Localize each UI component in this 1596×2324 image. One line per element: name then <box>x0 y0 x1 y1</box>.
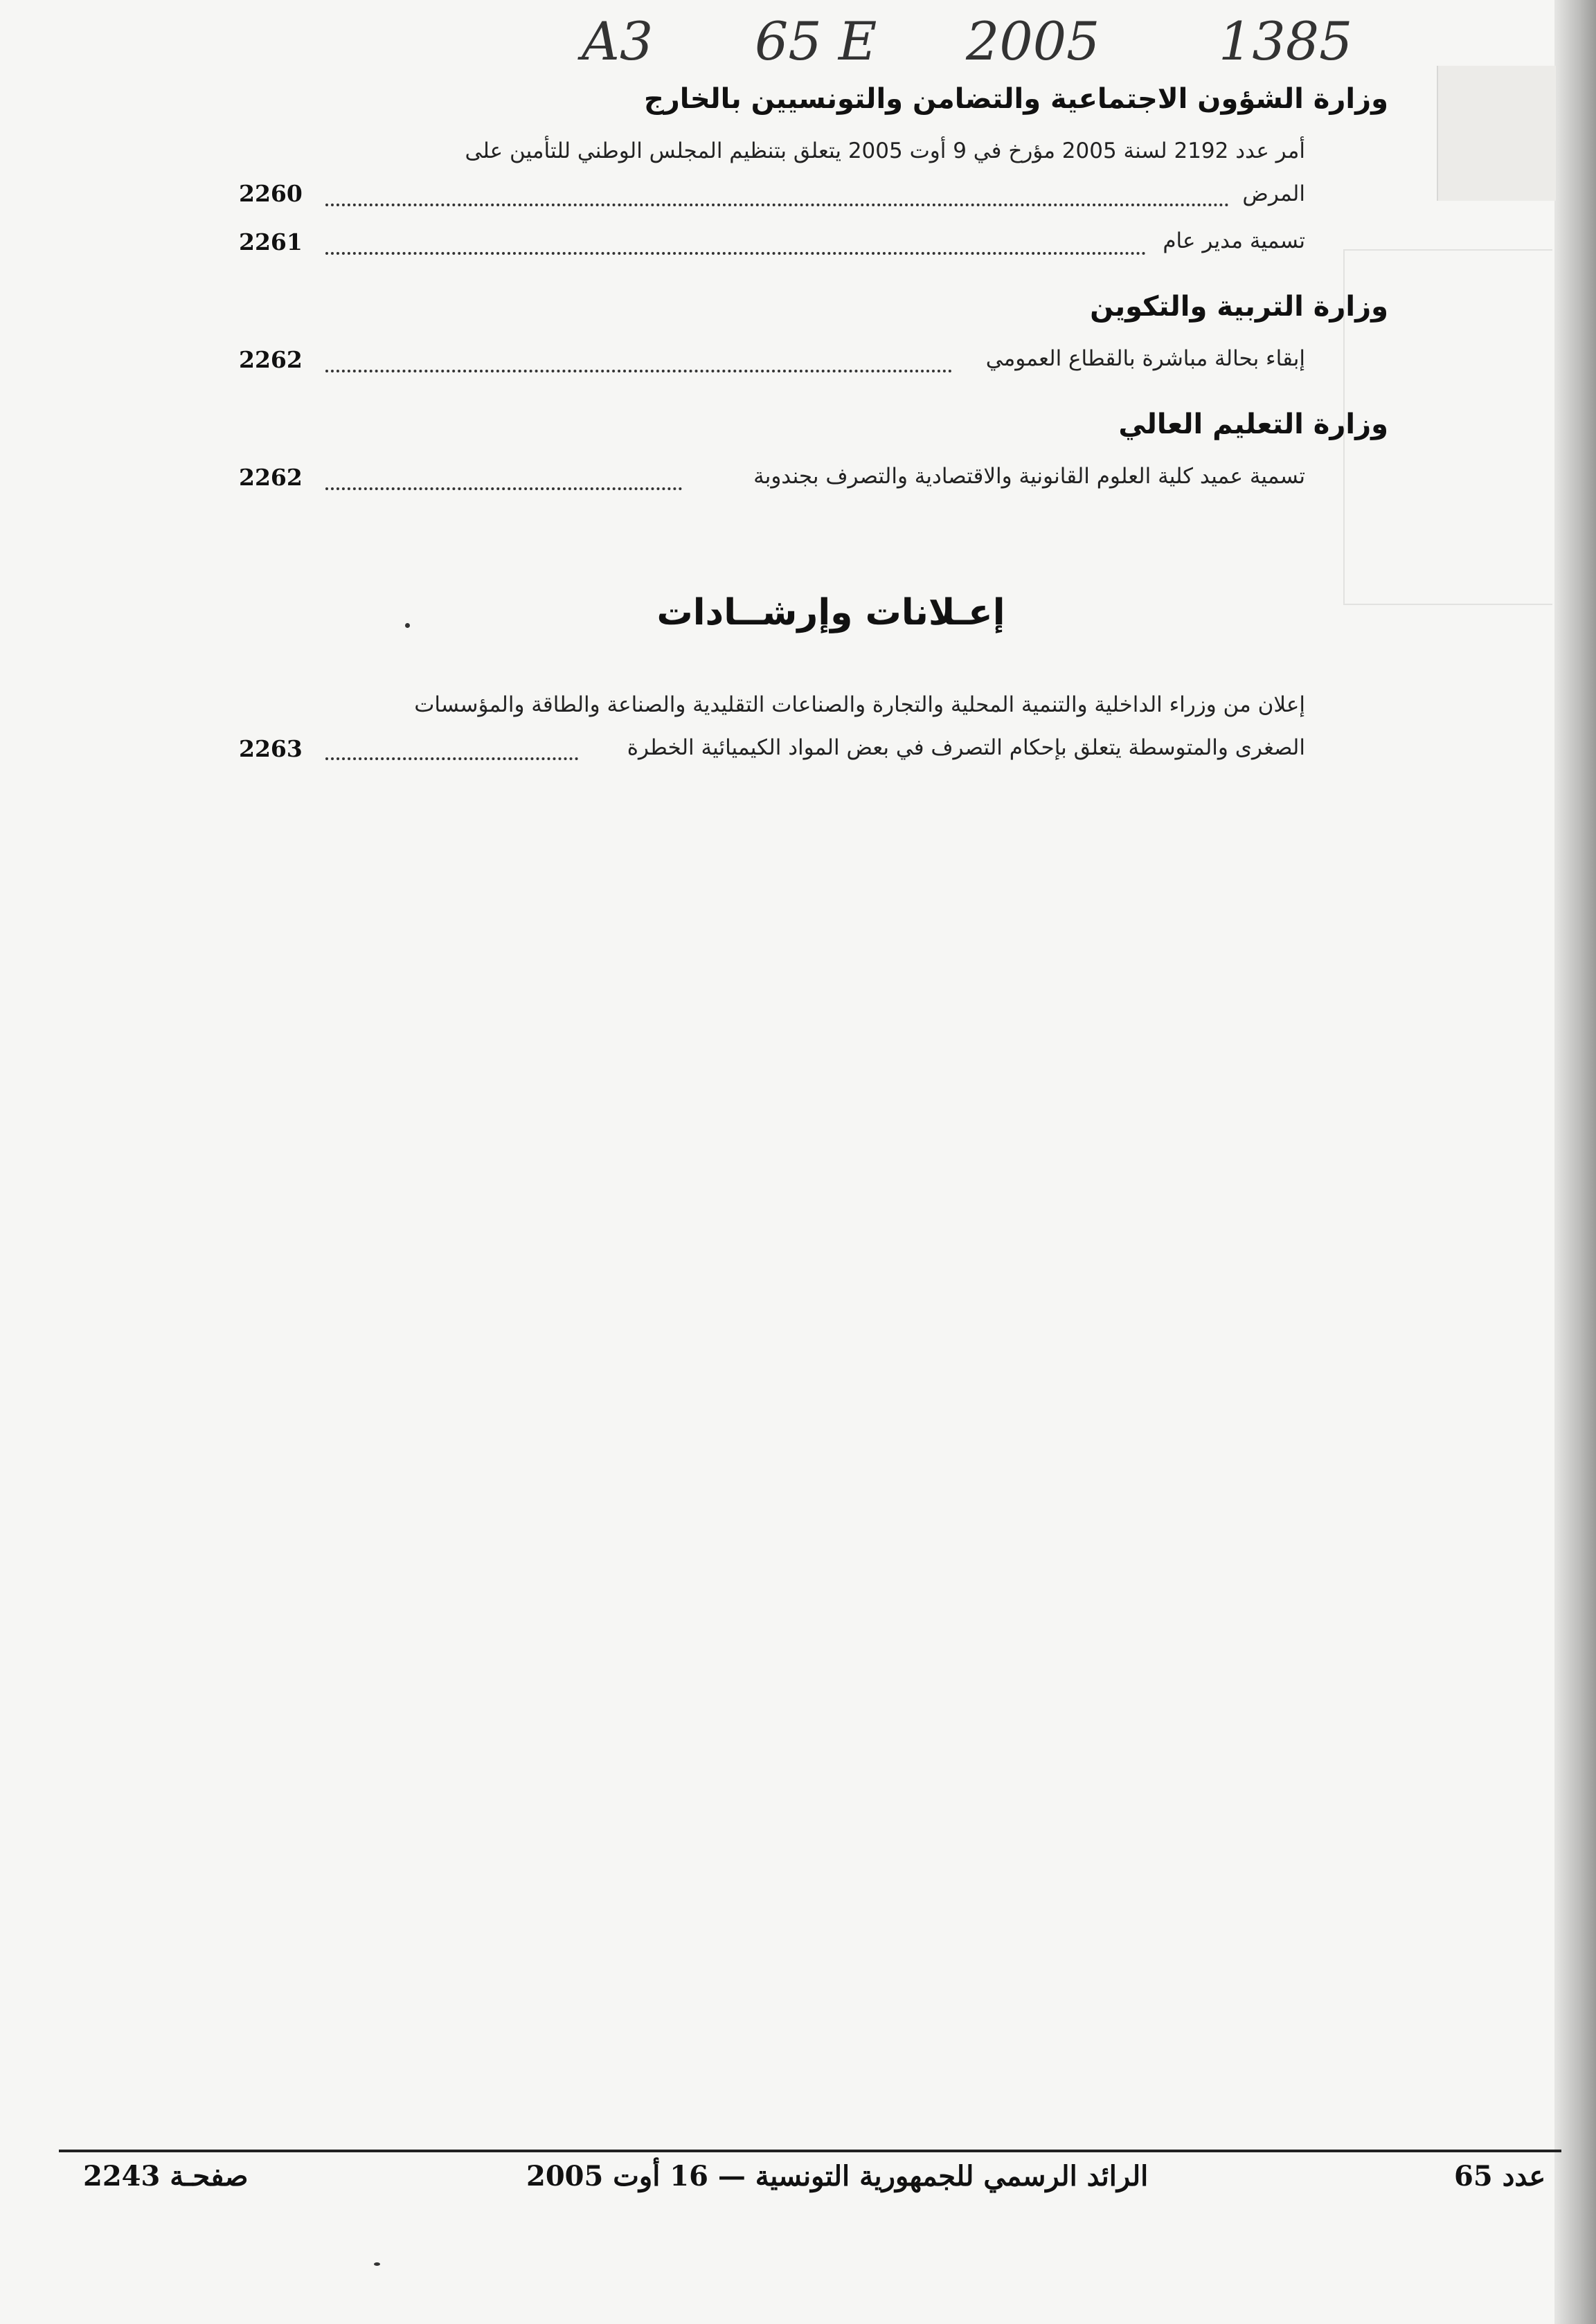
toc-entry-line: تسمية مدير عام <box>1163 228 1305 253</box>
toc-page-number: 2261 <box>239 228 303 255</box>
toc-entry-line: أمر عدد 2192 لسنة 2005 مؤرخ في 9 أوت 2005 يتعلق بتنظيم المجلس الوطني للتأمين على <box>465 138 1305 163</box>
toc-entry-line: إعلان من وزراء الداخلية والتنمية المحلية والتجارة والصناعات التقليدية والصناعة والطاقة والمؤسسات <box>414 692 1305 717</box>
footer-issue-number: عدد 65 <box>1454 2160 1546 2192</box>
ministry-education-heading: وزارة التربية والتكوين <box>1090 291 1388 323</box>
bleed-through-area <box>1437 66 1556 201</box>
footer-page-number: صفحـة 2243 <box>83 2160 249 2192</box>
handwritten-note-a: A3 <box>582 10 654 72</box>
ministry-social-affairs-heading: وزارة الشؤون الاجتماعية والتضامن والتونسيين بالخارج <box>643 83 1388 115</box>
ministry-higher-education-heading: وزارة التعليم العالي <box>1118 408 1388 440</box>
paper-speck <box>374 2262 380 2266</box>
toc-entry-line-continued: الصغرى والمتوسطة يتعلق بإحكام التصرف في بعض المواد الكيميائية الخطرة <box>627 735 1305 760</box>
dot-leader <box>325 755 578 760</box>
toc-entry-line-continued: المرض <box>1242 181 1305 206</box>
toc-page-number: 2260 <box>239 180 303 207</box>
toc-page-number: 2263 <box>239 735 303 762</box>
footer-rule <box>59 2150 1561 2152</box>
footer-gazette-title: الرائد الرسمي للجمهورية التونسية — 16 أوت 2005 <box>526 2160 1149 2192</box>
dot-leader <box>325 201 1229 206</box>
toc-page-number: 2262 <box>239 346 303 373</box>
announcements-heading: إعـلانات وإرشــادات <box>656 592 1005 633</box>
handwritten-note-b: 65 E <box>755 10 877 72</box>
page-edge-shadow <box>1554 0 1596 2324</box>
toc-entry-line: تسمية عميد كلية العلوم القانونية والاقتصادية والتصرف بجندوبة <box>753 464 1305 489</box>
dot-leader <box>325 249 1146 255</box>
dot-leader <box>325 485 682 490</box>
toc-entry-line: إبقاء بحالة مباشرة بالقطاع العمومي <box>985 346 1305 371</box>
paper-speck <box>405 623 410 628</box>
toc-page-number: 2262 <box>239 464 303 491</box>
handwritten-note-d: 1385 <box>1219 10 1353 72</box>
dot-leader <box>325 367 952 372</box>
handwritten-note-c: 2005 <box>966 10 1100 72</box>
